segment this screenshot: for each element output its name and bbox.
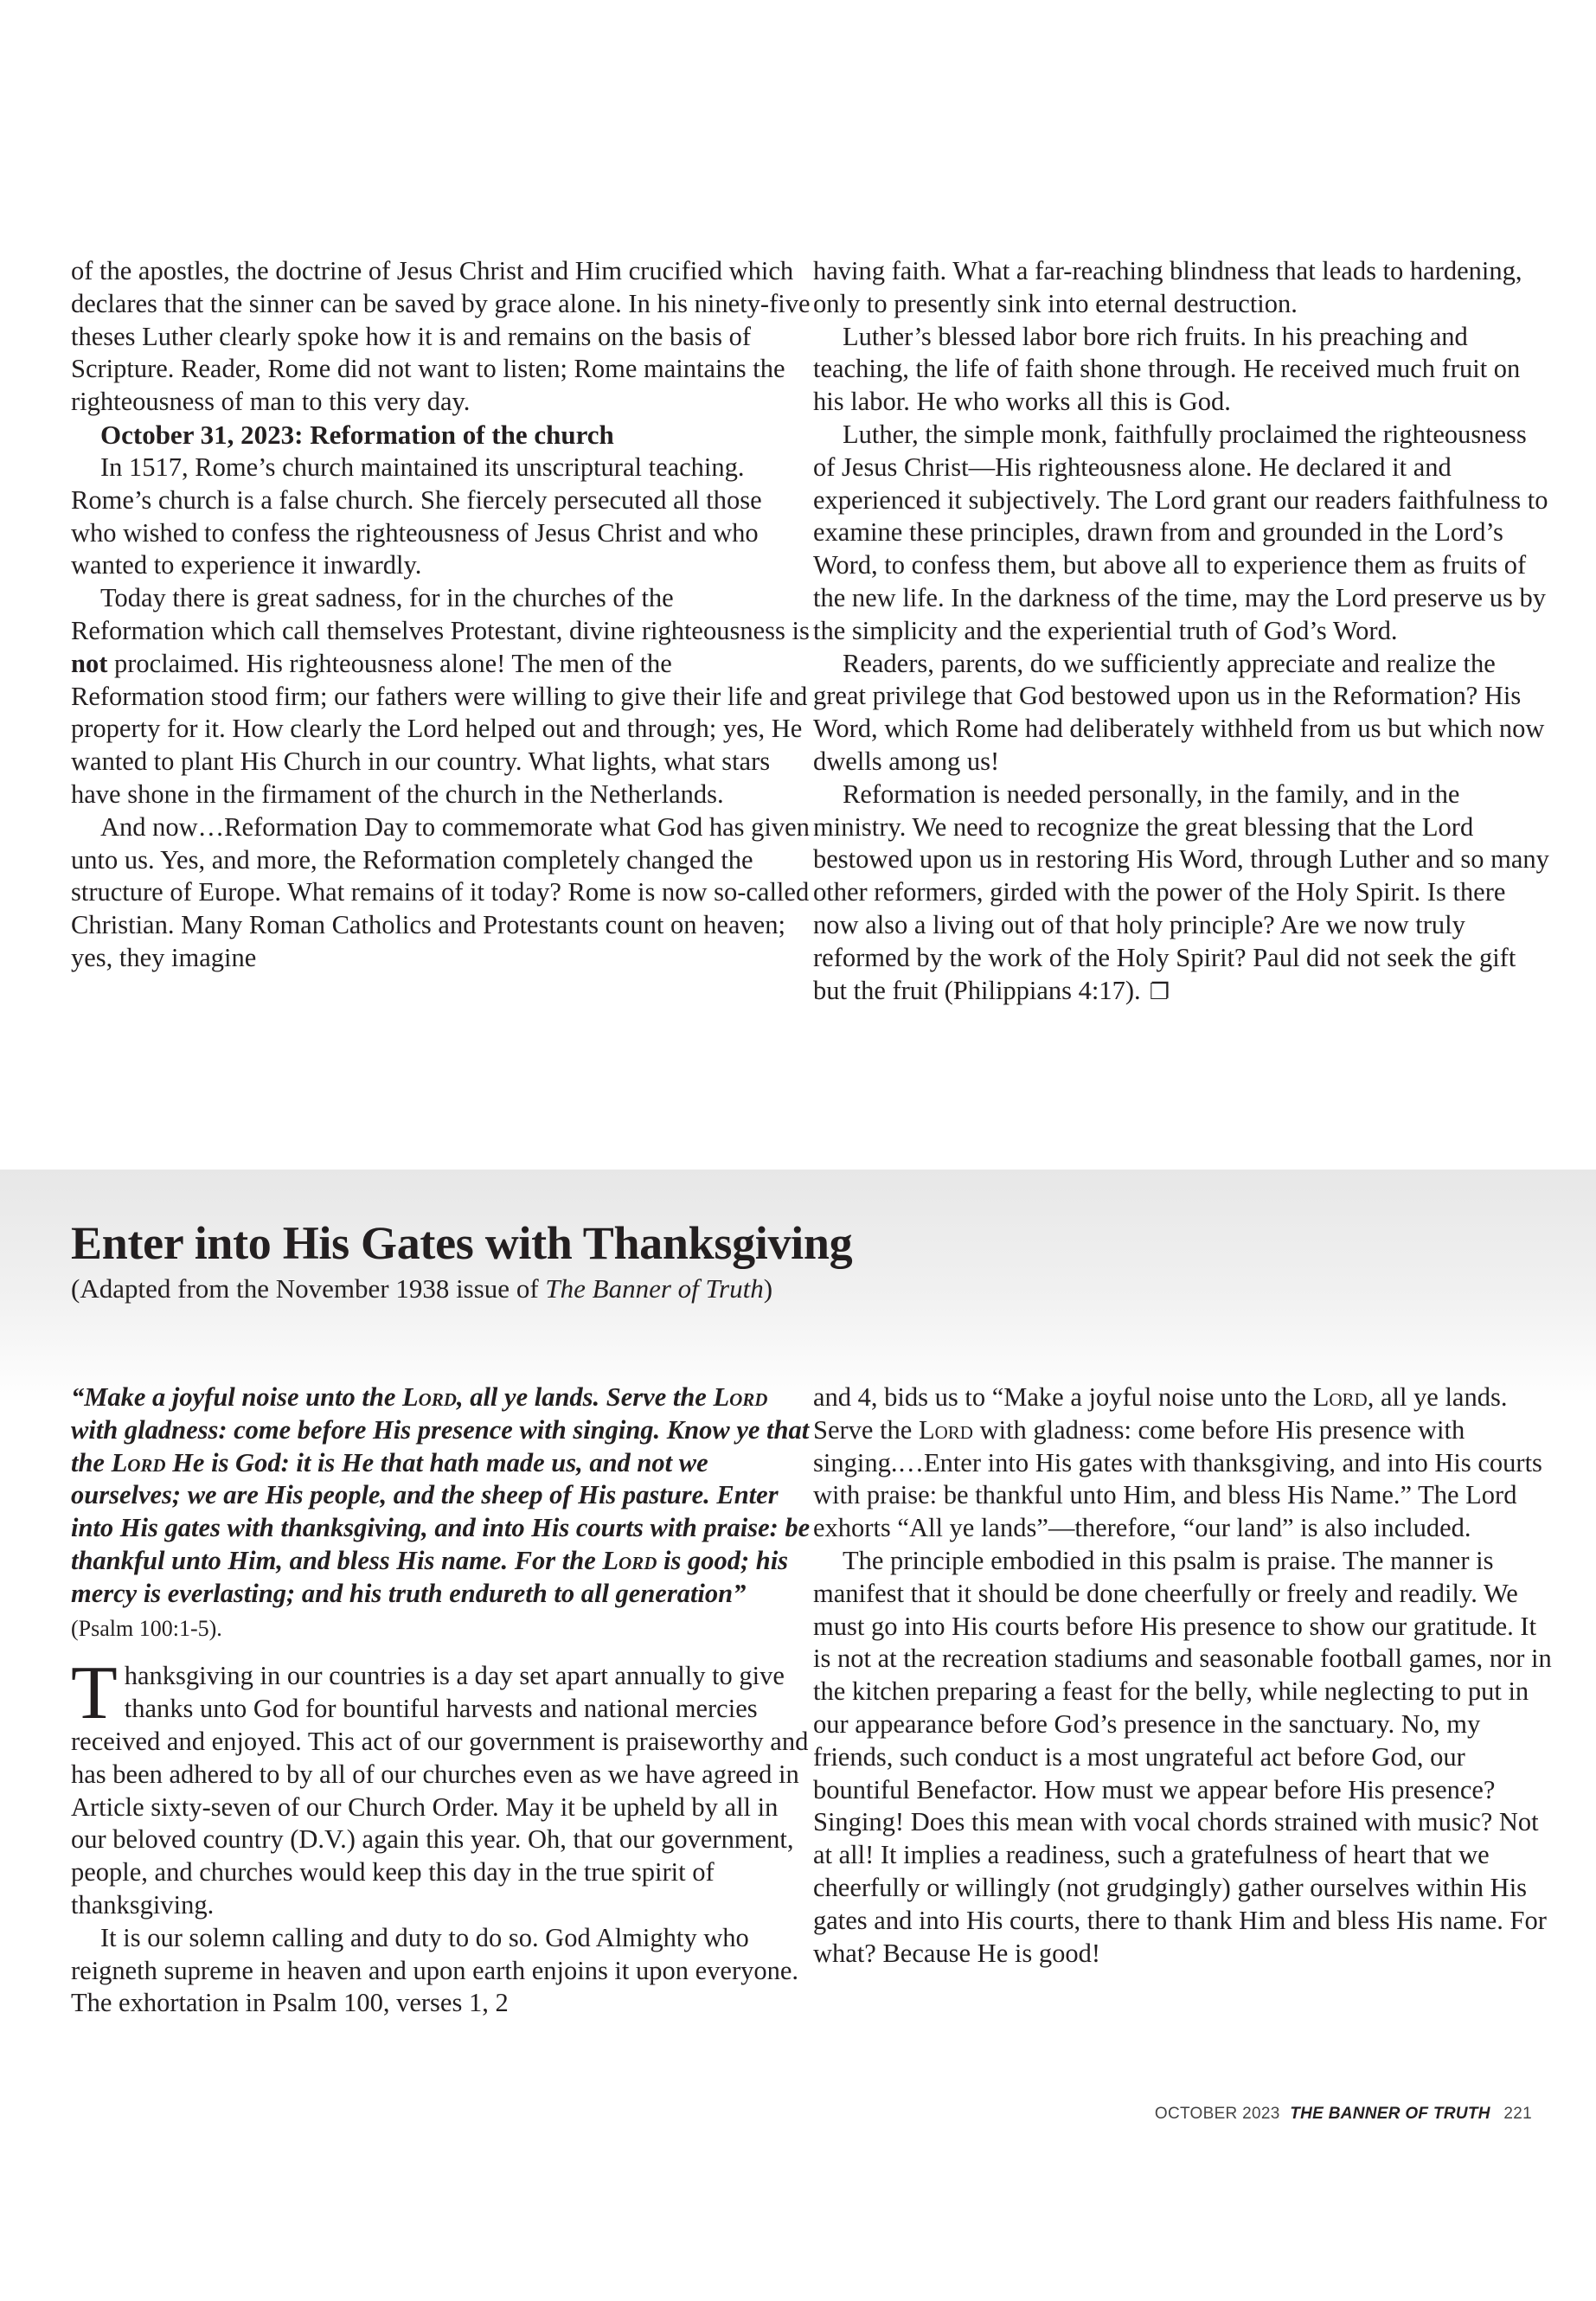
paragraph: Luther’s blessed labor bore rich fruits. In his preaching and teaching, the life of faith shone through. He received much fruit on his labor. He who works all this is God.: [813, 321, 1521, 417]
quote-text: He is God: it is He that hath made us, and not we ourselves; we are His people, and the sheep of His pasture. Enter into His gates with thanksgiving, and into His courts with praise: be thankful unto Him, and bless His name. For the: [71, 1447, 811, 1575]
paragraph: [71, 582, 811, 811]
paragraph: [71, 1651, 811, 1921]
text-span: with gladness: come before His presence with singing.…Enter into His gates with thanksgiving, and into His courts with praise: be thankful unto Him, and bless His Name.” The Lord exhorts “All ye lands”—therefore, “our land” is also included.: [813, 1414, 1542, 1543]
page-number: 221: [1503, 2105, 1532, 2123]
lord-small-caps: Lord: [401, 1382, 457, 1412]
text-span: Reformation is needed personally, in the family, and in the ministry. We need to recognize the great blessing that the Lord bestowed upon us in restoring His Word, through Luther and so many other reformers, girded with the power of the Holy Spirit. Is there now also a living out of that holy principle? Are we now truly reformed by the work of the Holy Spirit? Paul did not seek the gift but the fruit (Philippians 4:17).: [813, 779, 1549, 1005]
drop-cap: T: [71, 1651, 118, 1736]
article-title: Enter into His Gates with Thanksgiving: [71, 1217, 853, 1269]
article-subtitle: [71, 1272, 772, 1306]
paragraph: It is our solemn calling and duty to do so. God Almighty who reigneth supreme in heaven and upon earth enjoins it upon everyone. The exhortation in Psalm 100, verses 1, 2: [71, 1922, 799, 2018]
text-span: , all ye lands. Serve the: [813, 1382, 1508, 1445]
text-span: Today there is great sadness, for in the churches of the Reformation which call themselves Protestant, divine righteousness is: [71, 583, 810, 645]
lord-small-caps: Lord: [1312, 1382, 1368, 1412]
bottom-right-column: [813, 1381, 1553, 1970]
quote-text: “Make a joyful noise unto the: [71, 1382, 402, 1412]
paragraph: Luther, the simple monk, faithfully proclaimed the righteousness of Jesus Christ—His righteousness alone. He declared it and experienced it subjectively. The Lord grant our readers faithfulness to examine these principles, drawn from and grounded in the Lord’s Word, to confess them, but above all to experience them as fruits of the new life. In the darkness of the time, may the Lord preserve us by the simplicity and the experiential truth of God’s Word.: [813, 419, 1548, 645]
lord-small-caps: Lord: [918, 1414, 973, 1445]
page-footer: [1155, 2105, 1532, 2124]
top-left-column: [71, 255, 811, 975]
bottom-left-column: [71, 1381, 811, 2020]
paragraph: having faith. What a far-reaching blindness that leads to hardening, only to presently sink into eternal destruction.: [813, 256, 1522, 318]
quote-text: is good; his mercy is everlasting; and his truth endureth to all generation”: [71, 1545, 789, 1608]
lord-small-caps: Lord: [602, 1545, 657, 1575]
issue-date: OCTOBER 2023: [1154, 2105, 1280, 2123]
lord-small-caps: Lord: [713, 1382, 768, 1412]
subtitle-text: ): [763, 1273, 773, 1304]
section-heading: October 31, 2023: Reformation of the church: [100, 419, 614, 450]
end-of-article-icon: ❐: [1149, 978, 1170, 1005]
paragraph: In 1517, Rome’s church maintained its unscriptural teaching. Rome’s church is a false church. She fiercely persecuted all those who wished to confess the righteousness of Jesus Christ and who wanted to experience it inwardly.: [71, 452, 762, 580]
paragraph: [813, 779, 1553, 1009]
text-span: proclaimed. His righteousness alone! The men of the Reformation stood firm; our fathers were willing to give their life and property for it. How clearly the Lord helped out and through; yes, He wanted to plant His Church in our country. What lights, what stars have shone in the firmament of the church in the Netherlands.: [71, 648, 808, 809]
quote-text: , all ye lands. Serve the: [456, 1382, 714, 1412]
top-right-column: [813, 255, 1553, 1009]
text-span: and 4, bids us to “Make a joyful noise unto the: [813, 1382, 1313, 1412]
scripture-reference: (Psalm 100:1-5).: [71, 1615, 222, 1641]
publication-name: The Banner of Truth: [545, 1273, 764, 1304]
paragraph: And now…Reformation Day to commemorate what God has given unto us. Yes, and more, the Reformation completely changed the structure of Europe. What remains of it today? Rome is now so-called Christian. Many Roman Catholics and Protestants count on heaven; yes, they imagine: [71, 811, 810, 972]
scripture-quote: [71, 1381, 811, 1644]
paragraph: The principle embodied in this psalm is praise. The manner is manifest that it should be done cheerfully or freely and readily. We must go into His courts before His presence to show our gratitude. It is not at the recreation stadiums and seasonable football games, nor in the kitchen preparing a feast for the belly, while neglecting to put in our appearance before God’s presence in the sanctuary. No, my friends, such conduct is a most ungrateful act before God, our bountiful Benefactor. How must we appear before His presence? Singing! Does this mean with vocal chords strained with music? Not at all! It implies a readiness, such a gratefulness of heart that we cheerfully or willingly (not grudgingly) gather ourselves within His gates and into His courts, there to thank Him and bless His name. For what? Because He is good!: [813, 1545, 1552, 1968]
paragraph: of the apostles, the doctrine of Jesus Christ and Him crucified which declares that the sinner can be saved by grace alone. In his ninety-five theses Luther clearly spoke how it is and remains on the basis of Scripture. Reader, Rome did not want to listen; Rome maintains the righteousness of man to this very day.: [71, 256, 811, 417]
magazine-name: THE BANNER OF TRUTH: [1290, 2105, 1490, 2123]
bold-text: not: [71, 648, 108, 678]
lord-small-caps: Lord: [111, 1447, 166, 1477]
quote-text: with gladness: come before His presence with singing. Know ye that the: [71, 1414, 810, 1477]
paragraph: Readers, parents, do we sufficiently appreciate and realize the great privilege that God bestowed upon us in the Reformation? His Word, which Rome had deliberately withheld from us but which now dwells among us!: [813, 648, 1545, 776]
subtitle-text: (Adapted from the November 1938 issue of: [71, 1273, 546, 1304]
text-span: hanksgiving in our countries is a day set apart annually to give thanks unto God for bountiful harvests and national mercies received and enjoyed. This act of our government is praiseworthy and has been adhered to by all of our churches even as we have agreed in Article sixty-seven of our Church Order. May it be upheld by all in our beloved country (D.V.) again this year. Oh, that our government, people, and churches would keep this day in the true spirit of thanksgiving.: [71, 1661, 809, 1920]
paragraph: [813, 1381, 1553, 1545]
